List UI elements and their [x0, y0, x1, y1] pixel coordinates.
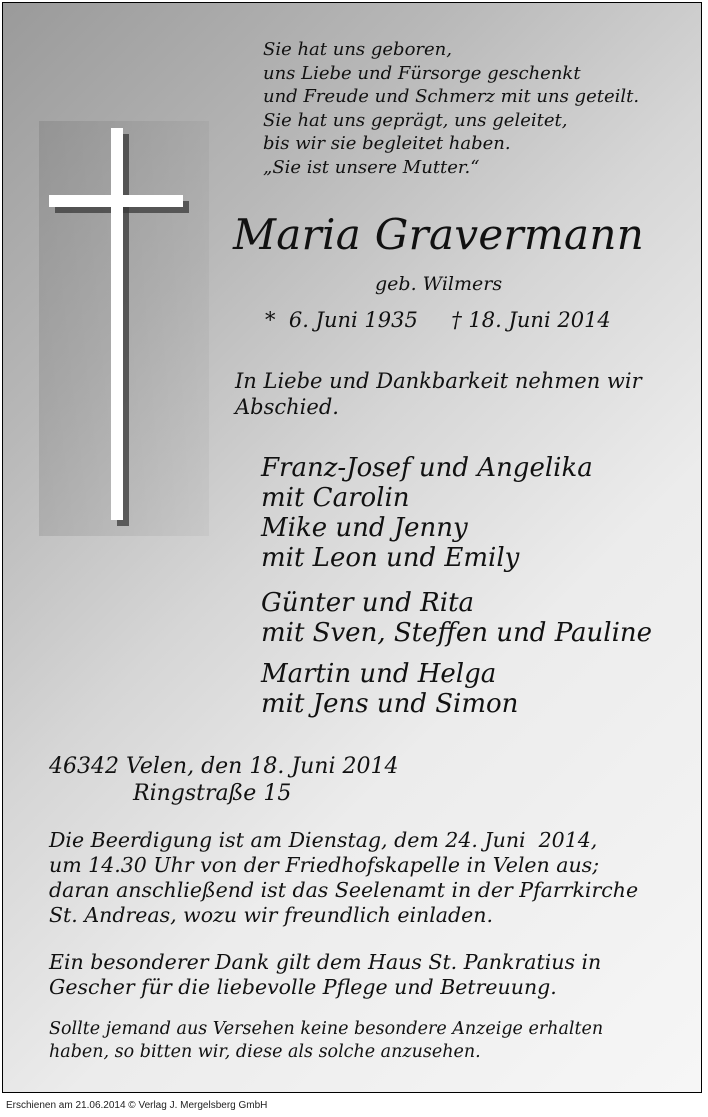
mourner-group [261, 588, 652, 648]
mourner-names: Martin und Helga mit Jens und Simon [261, 659, 519, 719]
maiden-name: geb. Wilmers [375, 273, 503, 295]
thanks-text: Ein besonderer Dank gilt dem Haus St. Pankratius in Gescher für die liebevolle Pflege und Betreuung. [49, 950, 602, 999]
farewell-text: In Liebe und Dankbarkeit nehmen wir Abschied. [235, 369, 642, 419]
mourner-group [261, 659, 518, 719]
mourner-names: Franz-Josef und Angelika mit Carolin Mike und Jenny mit Leon und Emily [261, 453, 593, 573]
funeral-info: Die Beerdigung ist am Dienstag, dem 24. Juni 2014, um 14.30 Uhr von der Friedhofskapelle in Velen aus; daran anschließend ist das Seelenamt in der Pfarrkirche St. Andreas, wozu wir freundlich einladen. [49, 828, 639, 927]
mourner-group [261, 453, 593, 573]
street-address: Ringstraße 15 [133, 781, 292, 806]
obituary-notice [2, 2, 702, 1093]
deceased-name: Maria Gravermann [233, 210, 645, 259]
notice-note: Sollte jemand aus Versehen keine besondere Anzeige erhalten haben, so bitten wir, diese als solche anzusehen. [49, 1019, 604, 1062]
life-dates: * 6. Juni 1935 † 18. Juni 2014 [265, 308, 611, 332]
cross-panel [39, 121, 209, 536]
place-date: 46342 Velen, den 18. Juni 2014 [49, 754, 399, 779]
poem: Sie hat uns geboren, uns Liebe und Fürsorge geschenkt und Freude und Schmerz mit uns geteilt. Sie hat uns geprägt, uns geleitet, bis wir sie begleitet haben. „Sie ist unsere Mutter.“ [263, 39, 640, 178]
footer-credit: Erschienen am 21.06.2014 © Verlag J. Mergelsberg GmbH [6, 1100, 268, 1111]
mourner-names: Günter und Rita mit Sven, Steffen und Pauline [261, 588, 653, 648]
